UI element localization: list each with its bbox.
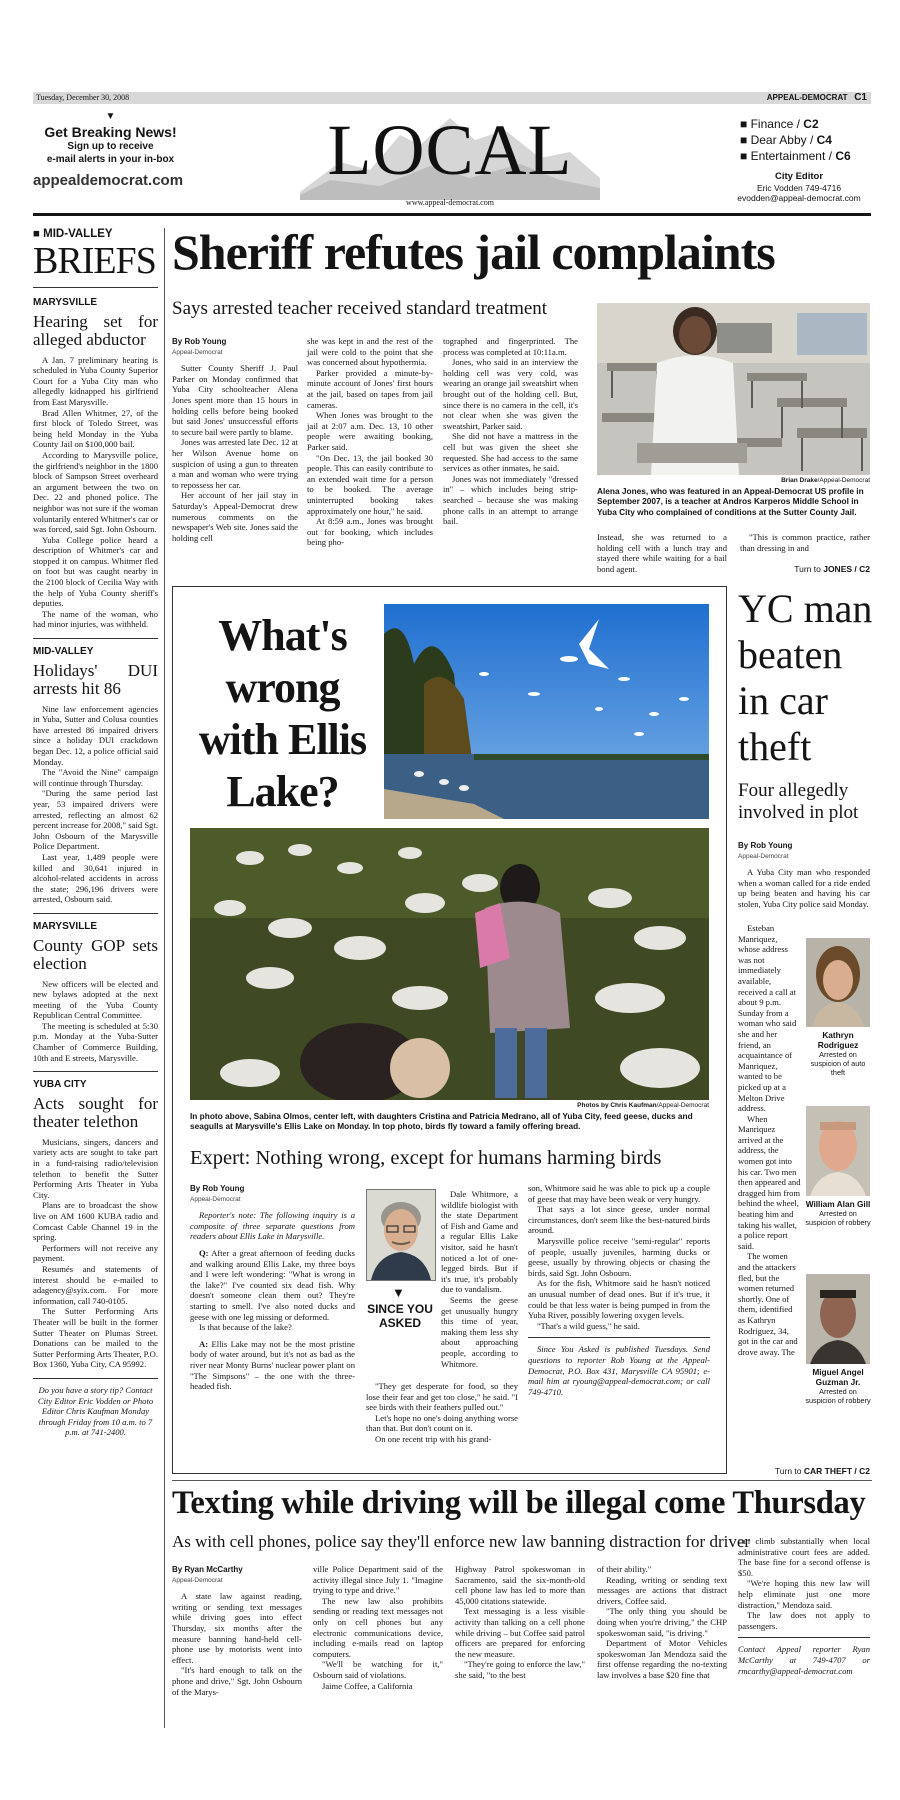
brief-headline: County GOP sets election <box>33 935 158 973</box>
kathryn-rodriguez-mug <box>806 938 870 1027</box>
texting-headline: Texting while driving will be illegal come Thursday <box>172 1485 866 1521</box>
dale-whitmore-mug <box>366 1189 436 1281</box>
brief-4: YUBA CITY Acts sought for theater telethon Musicians, singers, dancers and variety acts are sought to take part in a fund-raising radio/television telethon to benefit the Sutter Performing Arts Theater in Yuba City. Plans are to broadcast the show live on AM 1600 KUBA radio and Comcast Cable Channel 19 in the spring. Performers will not receive any payment. Resumés and statements of interest should be e-mailed to adagency@syix.com. For more information, call 740-0105. The Sutter Performing Arts Theater will be built in the former Sutter Theater on Plumas Street. Donations can be mailed to the Sutter Performing Arts Theater, P.O. Box 1360, Yuba City, CA 95992. <box>33 1079 158 1370</box>
texting-col-2: ville Police Department said of the activity illegal since July 1. "Imagine trying to type and drive." The new law also prohibits sending or reading text messages not only on cell phones but any electronic communications device, including e-mails read on laptop computers. "We'll be watching for it," Osbourn said of violations. Jaime Coffee, a California <box>313 1564 443 1691</box>
brief-section: YUBA CITY <box>33 1079 87 1091</box>
brief-3: MARYSVILLE County GOP sets election New officers will be elected and new bylaws adopted at the next meeting of the Yuba County Republican Central Committee. The meeting is scheduled at 5:30 p.m. Monday at the Yuba-Sutter Chamber of Commerce Building, 10th and E streets, Marysville. <box>33 920 158 1063</box>
brief-section: MID-VALLEY <box>33 646 94 658</box>
byline-org: Appeal-Democrat <box>172 348 223 356</box>
sheriff-col-2: she was kept in and the rest of the jail were cold to the point that she was concerned about hypothermia. Parker provided a minute-by-minute account of Jones' first hours at the jail, based on tapes from jail cameras. When Jones was brought to the jail at 2:07 a.m. Dec. 13, 10 other people were awaiting booking, Parker said. "On Dec. 13, the jail booked 30 people. This can easily contribute to an extended wait time for a person to be booked. The average uninterrupted booking takes approximately one hour," he said. At 8:59 a.m., Jones was brought out for booking, which includes being pho- <box>307 336 433 548</box>
briefs-kicker: ■ MID-VALLEY <box>33 228 113 240</box>
mug-2-caption: William Alan Gill Arrested on suspicion of robbery <box>805 1199 871 1227</box>
section-title: LOCAL <box>327 110 573 190</box>
feeding-geese-photo <box>190 828 709 1100</box>
folio-date: Tuesday, December 30, 2008 <box>36 93 130 102</box>
index-item-entertainment[interactable]: ■ Entertainment / C6 <box>740 149 851 163</box>
texting-col-3: Highway Patrol spokeswoman in Sacramento, said the six-month-old cell phone law has led to more than 45,000 citations statewide. Text messaging is a less visible activity than talking on a cell phone while driving – but Coffee said patrol officers are prepared for enforcing the new measure. "They're going to enforce the law," she said, "to the best <box>455 1564 585 1680</box>
ellis-deck: Expert: Nothing wrong, except for humans harming birds <box>190 1147 662 1169</box>
ellis-col-1: By Rob Young Appeal-Democrat Reporter's note: The following inquiry is a composite of three separate questions from readers about Ellis Lake in Marysville. Q: After a great afternoon of feeding ducks and walking around Ellis Lake, my three boys and I were left wondering: "What is wrong in the lake?" I've counted six dead fish. Why doesn't someone clean them out? They're starting to smell. I've also noted ducks and geese with one leg missing or deformed. Is that because of the lake? A: Ellis Lake may not be the most pristine body of water around, but it's not as bad as the river near Monty Burns' nuclear power plant on "The Simpsons" – the one with the three-headed fish. <box>190 1184 355 1392</box>
brief-section: MARYSVILLE <box>33 297 98 308</box>
sheriff-col-4: Instead, she was returned to a holding cell with a lunch tray and stayed there while waiting for a bail bond agent. <box>597 532 727 574</box>
yc-deck: Four allegedly involved in plot <box>738 780 859 823</box>
byline-org: Appeal-Democrat <box>190 1195 241 1203</box>
briefs-title: BRIEFS <box>33 240 156 282</box>
texting-top-rule <box>172 1480 872 1481</box>
masthead-index <box>740 116 875 164</box>
texting-col-1: By Ryan McCarthy Appeal-Democrat A state law against reading, writing or sending text messages while driving goes into effect Thursday, six months after the measure banning hand-held cell-phone use by motorists went into effect. "It's hard enough to talk on the phone and drive," Sgt. John Osbourn of the Marys- <box>172 1565 302 1697</box>
lake-birds-photo <box>384 604 709 819</box>
editor-line: Eric Vodden 749-4716 <box>756 182 842 193</box>
yc-col-top: By Rob Young Appeal-Democrat A Yuba City man who responded when a woman called for a ride ended up being beaten and having his car stolen, Yuba City police said Monday. <box>738 841 870 909</box>
yc-col-narrow: Esteban Manriquez, whose address was not immediately available, received a call at about 9 p.m. Sunday from a woman who said she and her friend, an acquaintance of Manriquez, wanted to be picked up at a Melton Drive address. When Manriquez arrived at the address, the women got into his car. Two men then appeared and dragged him from behind the wheel, beating him and taking his wallet, a police report said. The women and the attackers fled, but the women returned shortly. One of them, identified as Kathryn Rodriguez, 34, got in the car and drove away. The <box>738 923 801 1357</box>
car-theft-jump-link[interactable]: Turn to CAR THEFT / C2 <box>774 1466 870 1476</box>
byline-org: Appeal-Democrat <box>738 852 789 860</box>
ellis-photo-caption: In photo above, Sabina Olmos, center left, with daughters Cristina and Patricia Medrano, all of Yuba City, feed geese, ducks and seagulls at Marysville's Ellis Lake on Monday. In top photo, birds fly toward a family offering bread. <box>190 1111 693 1132</box>
down-arrow-icon: ▼ <box>105 111 116 122</box>
reporter-note: Reporter's note: The following inquiry is a composite of three separate questions from readers about Ellis Lake in Marysville. <box>190 1210 355 1242</box>
byline: By Rob Young <box>190 1184 245 1193</box>
sheriff-deck: Says arrested teacher received standard treatment <box>172 298 548 319</box>
promo-line1: Sign up to receive <box>67 141 154 152</box>
alena-jones-photo <box>597 303 870 475</box>
ellis-photo-credit: Photos by Chris Kaufman/Appeal-Democrat <box>577 1102 709 1109</box>
brief-2: MID-VALLEY Holidays' DUI arrests hit 86 Nine law enforcement agencies in Yuba, Sutter and Colusa counties have arrested 86 impaired drivers since a holiday DUI crackdown began Dec. 12, a police official said Monday. The "Avoid the Nine" campaign will continue through Thursday. "During the same period last year, 53 impaired drivers were arrested, reflecting an almost 62 percent increase for 2008," said Sgt. John Osbourn of the Marysville Police Department. Last year, 1,489 people were killed and 30,641 injured in alcohol-related accidents in across the state; 296,196 drivers were arrested, Osbourn said. <box>33 646 158 905</box>
mug-3-caption: Miguel Angel Guzman Jr. Arrested on suspicion of robbery <box>805 1367 871 1405</box>
briefs-column <box>33 228 158 1438</box>
mug-1-caption: Kathryn Rodriguez Arrested on suspicion of auto theft <box>810 1030 866 1077</box>
editor-block <box>720 172 878 204</box>
since-you-asked-arrow-icon: ▼ <box>392 1285 405 1300</box>
folio-paper: APPEAL-DEMOCRAT <box>766 93 848 102</box>
masthead-url[interactable]: www.appeal-democrat.com <box>406 198 494 207</box>
brief-headline: Hearing set for alleged abductor <box>33 311 158 349</box>
sheriff-photo-caption: Alena Jones, who was featured in an Appeal-Democrat US profile in September 2007, is a teacher at Andros Karperos Middle School in Yuba City who complained of conditions at the Sutter County Jail. <box>597 486 864 517</box>
texting-col-5: can climb substantially when local administrative court fees are added. The base fine for a second offense is $50. "We're hoping this new law will help eliminate just one more distraction," Mendoza said. The law does not apply to passengers. Contact Appeal reporter Ryan McCarthy at 749-4707 or rmcarthy@appeal-democrat.com <box>738 1536 870 1676</box>
sheriff-col-3: tographed and fingerprinted. The process was completed at 10:11a.m. Jones, who said in an interview the holding cell was very cold, was wearing an orange jail sweatshirt when brought out of the holding cell. But, since there is no camera in the cell, it's not clear when she was given the sweatshirt, Parker said. She did not have a mattress in the cell but was given the sheet she requested. She had access to the same services as other inmates, he said. Jones was not immediately "dressed in" – which includes being strip-searched – because she was making phone calls in an attempt to arrange bail. <box>443 336 578 527</box>
sheriff-col-5: "This is common practice, rather than dressing in and <box>740 532 870 553</box>
yc-headline: YC man beaten in car theft <box>738 586 873 769</box>
ellis-col-3: son, Whitmore said he was able to pick up a couple of geese that may have been weak or very hungry. That says a lot since geese, under normal circumstances, don't seem like the best-natured birds around. Marysville police receive "semi-regular" reports of people, usually juveniles, harming ducks or geese, usually by throwing objects or chasing the birds, said Sgt. John Osbourn. As for the fish, Whitmore said he hasn't noticed an unusual number of dead ones. But if it's true, it could be that less water is being pumped in from the Yuba River, possibly lowering oxygen levels. "That's a wild guess," he said. Since You Asked is published Tuesdays. Send questions to reporter Rob Young at the Appeal-Democrat, P.O. Box 431, Marysville CA 95901; e-mail him at ryoung@appeal-democrat.com; or call 749-4710. <box>528 1183 710 1397</box>
appeal-democrat-logo[interactable]: appealdemocrat.com <box>33 172 184 189</box>
editor-title: City Editor <box>774 171 824 182</box>
brief-headline: Holidays' DUI arrests hit 86 <box>33 660 158 698</box>
texting-deck: As with cell phones, police say they'll enforce new law banning distraction for driver <box>172 1532 751 1551</box>
ellis-headline: What's wrong with Ellis Lake? <box>198 611 367 816</box>
masthead-rule <box>33 213 871 216</box>
sheriff-headline: Sheriff refutes jail complaints <box>172 224 775 280</box>
since-you-asked-label: SINCE YOU ASKED <box>367 1302 433 1330</box>
byline-org: Appeal-Democrat <box>172 1576 223 1584</box>
folio-page: C1 <box>854 92 867 103</box>
editor-email[interactable]: evodden@appeal-democrat.com <box>737 193 861 203</box>
sheriff-photo-credit: Brian Drake/Appeal-Democrat <box>781 477 870 484</box>
brief-section: MARYSVILLE <box>33 920 98 932</box>
texting-contact: Contact Appeal reporter Ryan McCarthy at 749-4707 or rmcarthy@appeal-democrat.com <box>738 1644 870 1676</box>
promo-title: Get Breaking News! <box>44 124 177 140</box>
miguel-guzman-mug <box>806 1274 870 1364</box>
byline: By Ryan McCarthy <box>172 1565 243 1574</box>
index-item-finance[interactable]: ■ Finance / C2 <box>740 117 819 131</box>
ellis-col-2-bottom: "They get desperate for food, so they lose their fear and get too close," he said. "I see birds with their feathers pulled out." Let's hope no one's doing anything worse than that. But don't count on it. On one recent trip with his grand- <box>366 1381 518 1444</box>
jones-jump-link[interactable]: Turn to JONES / C2 <box>794 564 870 574</box>
ellis-col-2-top: Dale Whitmore, a wildlife biologist with the state Department of Fish and Game and a regular Ellis Lake visitor, said he hasn't noticed a lot of one-legged birds. But if it's true, it's probably due to vandalism. Seems the geese get unusually hungry this time of year, making them less shy about approaching people, according to Whitmore. <box>441 1189 518 1369</box>
promo-line2: e-mail alerts in your in-box <box>46 154 175 165</box>
william-gill-mug <box>806 1106 870 1196</box>
byline: By Rob Young <box>172 337 227 346</box>
brief-headline: Acts sought for theater telethon <box>33 1093 158 1131</box>
brief-1: MARYSVILLE Hearing set for alleged abductor A Jan. 7 preliminary hearing is scheduled in Yuba County Superior Court for a Yuba City man who allegedly kidnapped his girlfriend from East Marysville. Brad Allen Whitmer, 27, of the first block of Toledo Street, was being held Monday in the Yuba County Jail on $100,000 bail. According to Marysville police, the girlfriend's neighbor in the 1800 block of Sampson Street overheard an argument between the two on Dec. 22 and phoned police. The neighbor was not sure if the woman voluntarily entered Whitmer's car or was forced, said Sgt. John Osbourn. Yuba College police heard a description of Whitmer's car and stopped it on campus. Whitmer fled on foot but was caught nearby in the 2100 block of Cecilia Way with the help of Yuba County sheriff's deputies. The name of the woman, who had minor injuries, was withheld. <box>33 297 158 630</box>
briefs-divider <box>164 228 165 1728</box>
texting-col-4: of their ability." Reading, writing or sending text messages are actions that distract drivers, Coffee said. "The only thing you should be doing when you're driving," the CHP spokeswoman said, "is driving." Department of Motor Vehicles spokeswoman Jan Mendoza said the first offense regarding the no-texting law involves a base $20 fine that <box>597 1564 727 1680</box>
byline: By Rob Young <box>738 841 793 850</box>
breaking-news-promo[interactable] <box>33 112 188 192</box>
story-tip: Do you have a story tip? Contact City Editor Eric Vodden or Photo Editor Chris Kaufman Monday through Friday from 10 a.m. to 7 p.m. at 741-2400. <box>37 1384 154 1438</box>
sheriff-col-1: By Rob Young Appeal-Democrat Sutter County Sheriff J. Paul Parker on Monday confirmed that Yuba City schoolteacher Alena Jones spent more than 15 hours in holding cells before being booked but said Jones' unsuccessful efforts to secure bail were partly to blame. Jones was arrested late Dec. 12 at her Wilson Avenue home on suspicion of using a gun to threaten a man and woman who were trying to repossess her car. Her account of her jail stay in Saturday's Appeal-Democrat drew numerous comments on the newspaper's Web site. Jones said the holding cell <box>172 337 298 543</box>
index-item-dear-abby[interactable]: ■ Dear Abby / C4 <box>740 133 832 147</box>
